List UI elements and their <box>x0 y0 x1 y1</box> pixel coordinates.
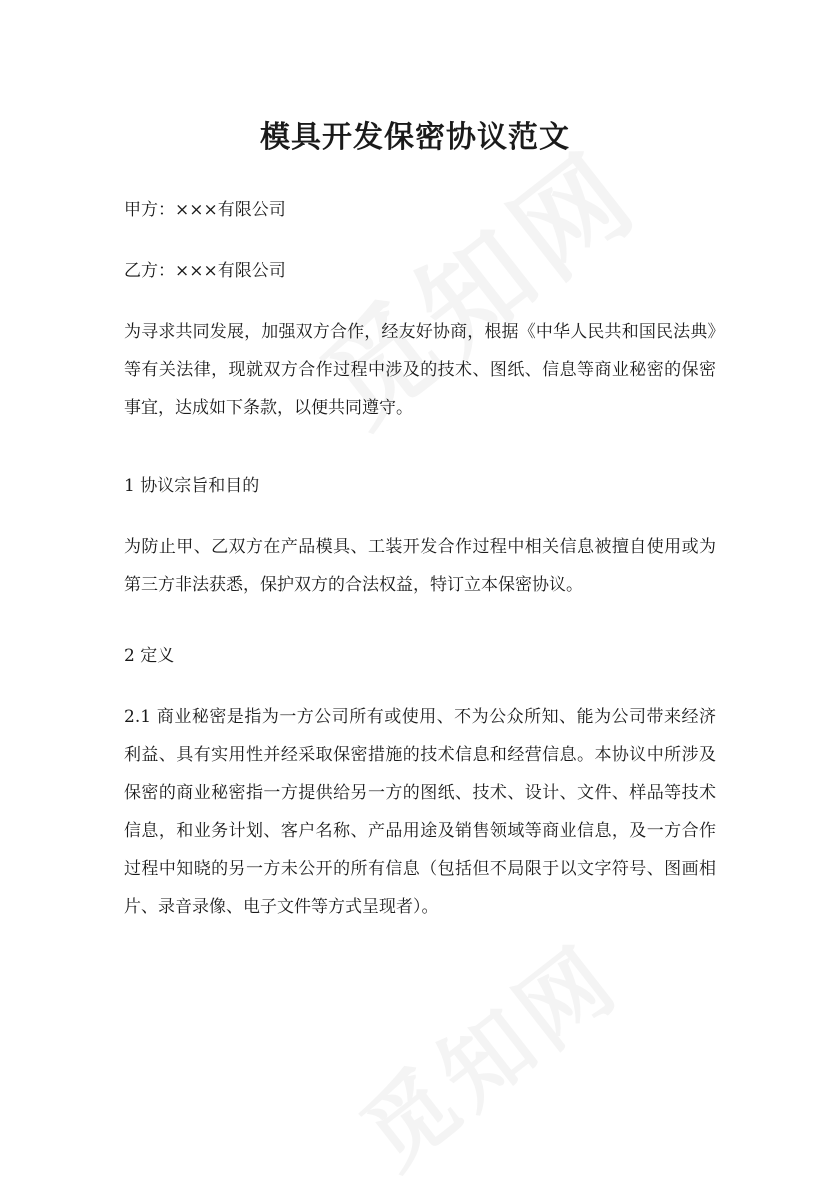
clause-2-1: 2.1 商业秘密是指为一方公司所有或使用、不为公众所知、能为公司带来经济利益、具有实用性并经采取保密措施的技术信息和经营信息。本协议中所涉及保密的商业秘密指一方提供给另一方的图纸、技术、设计、文件、样品等技术信息，和业务计划、客户名称、产品用途及销售领域等商业信息，及一方合作过程中知晓的另一方未公开的所有信息（包括但不局限于以文字符号、图画相片、录音录像、电子文件等方式呈现者）。 <box>124 707 716 917</box>
section-1-heading: 1 协议宗旨和目的 <box>124 476 260 496</box>
watermark-bottom <box>330 909 642 1192</box>
party-b: 乙方：×××有限公司 <box>124 261 286 281</box>
section-1-body: 为防止甲、乙双方在产品模具、工装开发合作过程中相关信息被擅自使用或为第三方非法获悉，保护双方的合法权益，特订立本保密协议。 <box>124 537 716 595</box>
intro-paragraph: 为寻求共同发展，加强双方合作，经友好协商，根据《中华人民共和国民法典》等有关法律，现就双方合作过程中涉及的技术、图纸、信息等商业秘密的保密事宜，达成如下条款，以便共同遵守。 <box>124 322 716 418</box>
party-a: 甲方：×××有限公司 <box>124 200 286 220</box>
section-2-heading: 2 定义 <box>124 646 175 666</box>
document-title: 模具开发保密协议范文 <box>260 120 570 155</box>
